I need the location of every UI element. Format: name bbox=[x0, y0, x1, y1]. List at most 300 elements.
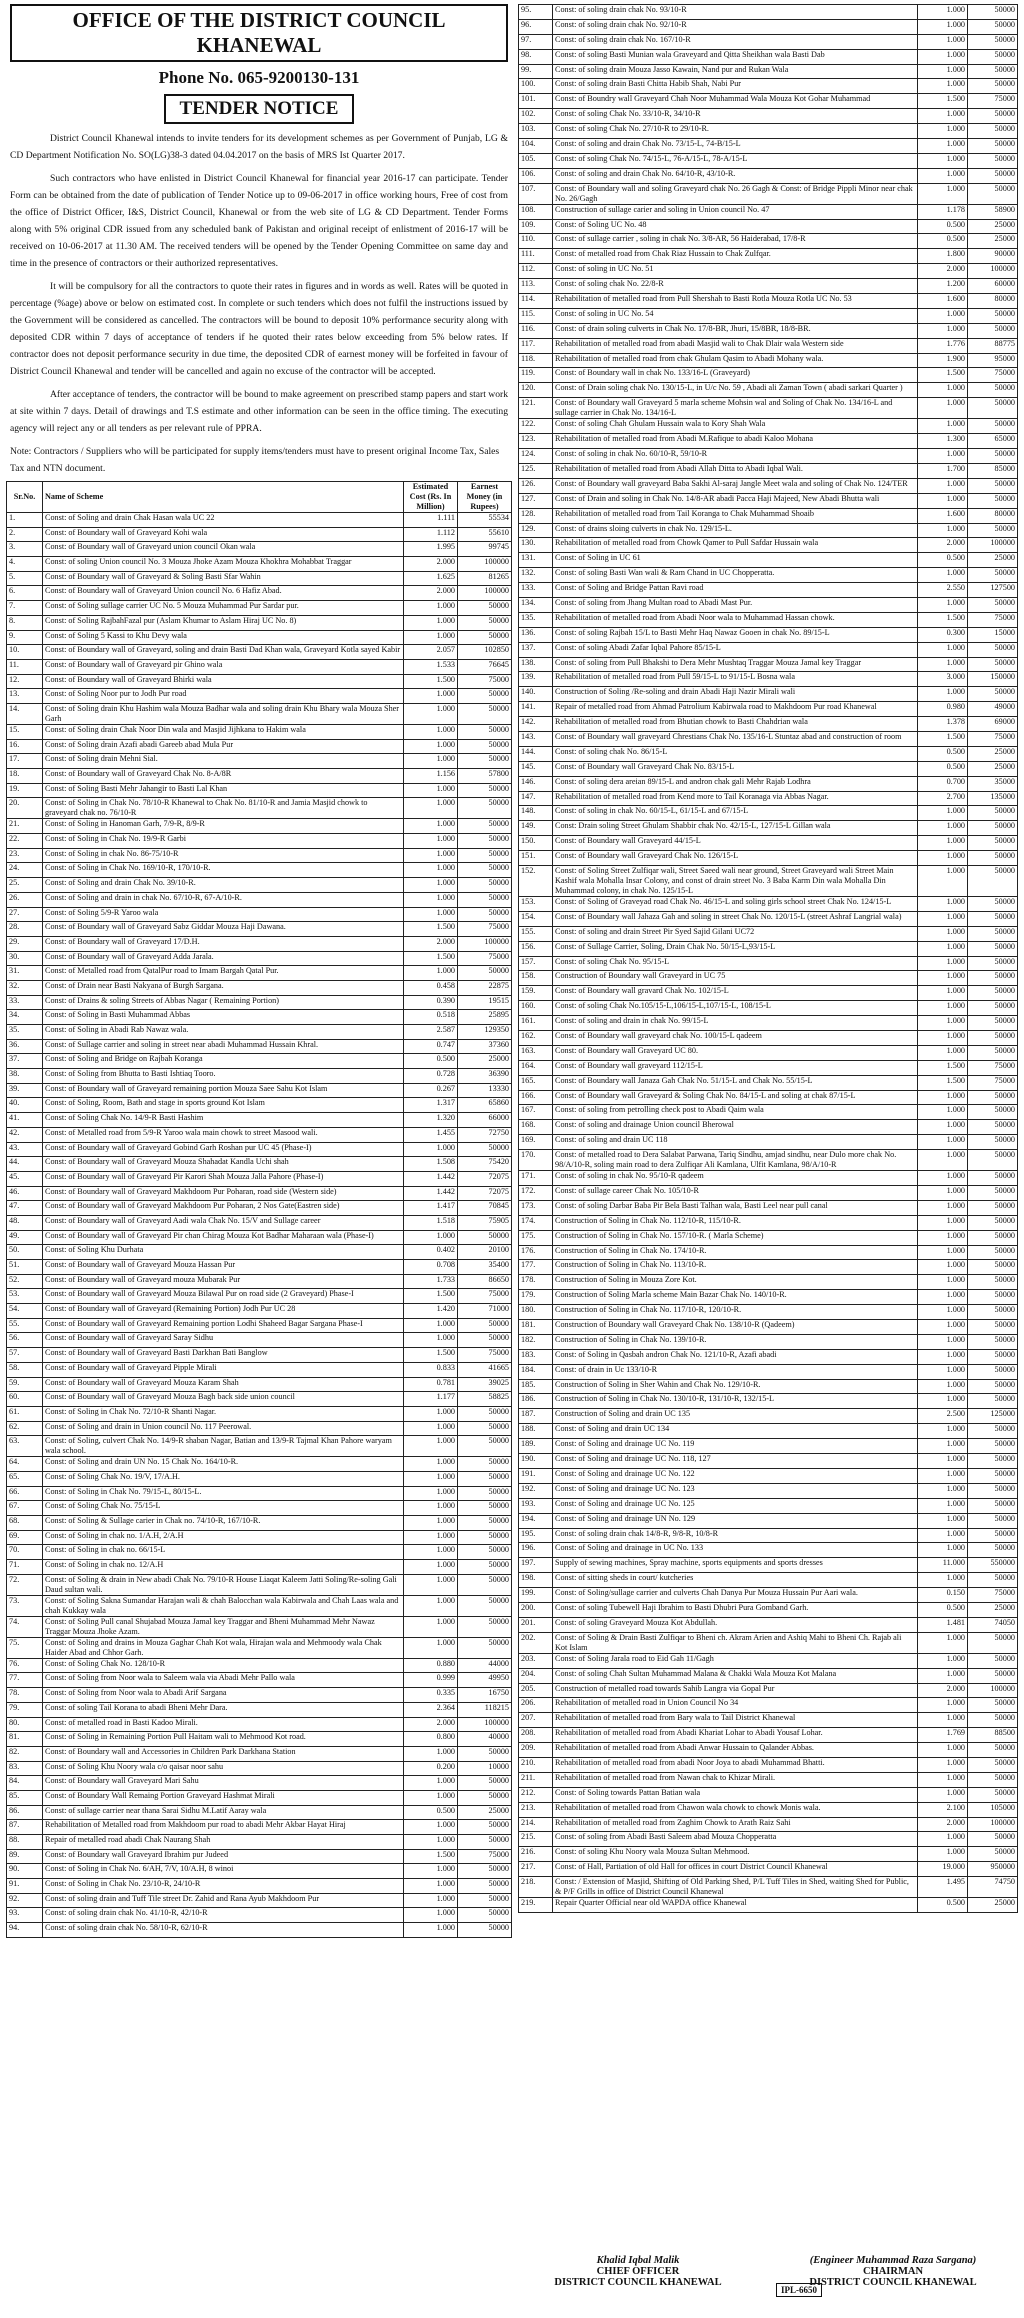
table-row bbox=[7, 1054, 512, 1069]
row-estimated-cost: 0.500 bbox=[918, 746, 968, 761]
row-earnest-money: 75000 bbox=[458, 674, 512, 689]
row-earnest-money: 95000 bbox=[968, 353, 1018, 368]
row-estimated-cost: 1.000 bbox=[918, 1698, 968, 1713]
row-sr-number: 142. bbox=[519, 717, 553, 732]
row-scheme-name: Const: of Soling and Bridge on Rajbah Koranga bbox=[43, 1054, 404, 1069]
row-estimated-cost: 1.442 bbox=[404, 1186, 458, 1201]
row-sr-number: 176. bbox=[519, 1245, 553, 1260]
row-earnest-money: 100000 bbox=[968, 1683, 1018, 1698]
row-sr-number: 20. bbox=[7, 798, 43, 819]
note-text: Note: Contractors / Suppliers who will be participated for supply items/tenders must have to present original Income Tax, Sales Tax and NTN document. bbox=[10, 446, 500, 474]
row-earnest-money: 69000 bbox=[968, 717, 1018, 732]
row-estimated-cost: 2.000 bbox=[918, 538, 968, 553]
row-earnest-money: 25000 bbox=[968, 553, 1018, 568]
row-sr-number: 76. bbox=[7, 1658, 43, 1673]
row-sr-number: 93. bbox=[7, 1908, 43, 1923]
row-estimated-cost: 0.500 bbox=[918, 219, 968, 234]
row-earnest-money: 50000 bbox=[968, 5, 1018, 20]
row-earnest-money: 50000 bbox=[968, 1120, 1018, 1135]
row-scheme-name: Const: of soling drain chak No. 92/10-R bbox=[553, 19, 918, 34]
row-scheme-name: Rehabilitation of metalled road from Abadi Allah Ditta to Abadi Iqbal Wali. bbox=[553, 463, 918, 478]
row-sr-number: 42. bbox=[7, 1127, 43, 1142]
row-sr-number: 39. bbox=[7, 1083, 43, 1098]
row-earnest-money: 50000 bbox=[458, 834, 512, 849]
table-row bbox=[519, 1483, 1018, 1498]
row-scheme-name: Const: of Boundary wall of Graveyard Makhdoom Pur Poharan, road side (Western side) bbox=[43, 1186, 404, 1201]
row-scheme-name: Const: of soling Khu Noory wala Mouza Sultan Mehmood. bbox=[553, 1847, 918, 1862]
table-row bbox=[519, 478, 1018, 493]
row-scheme-name: Const: of Soling & Sullage carier in Chak no. 74/10-R, 167/10-R. bbox=[43, 1516, 404, 1531]
table-row bbox=[519, 508, 1018, 523]
row-scheme-name: Const: of Boundary wall and soling Graveyard chak No. 26 Gagh & Const: of Bridge Pippli Minor near chak No. 26/Gagh bbox=[553, 183, 918, 204]
row-sr-number: 159. bbox=[519, 986, 553, 1001]
row-earnest-money: 50000 bbox=[968, 1334, 1018, 1349]
row-earnest-money: 50000 bbox=[968, 323, 1018, 338]
row-scheme-name: Construction of Soling and drain UC 135 bbox=[553, 1409, 918, 1424]
table-row bbox=[7, 1421, 512, 1436]
row-sr-number: 127. bbox=[519, 493, 553, 508]
row-scheme-name: Construction of Soling Marla scheme Main Bazar Chak No. 140/10-R. bbox=[553, 1290, 918, 1305]
row-earnest-money: 102850 bbox=[458, 645, 512, 660]
table-row bbox=[519, 1468, 1018, 1483]
row-estimated-cost: 1.442 bbox=[404, 1171, 458, 1186]
row-estimated-cost: 1.000 bbox=[404, 1879, 458, 1894]
row-estimated-cost: 1.000 bbox=[918, 1394, 968, 1409]
row-sr-number: 154. bbox=[519, 911, 553, 926]
chief-officer-org: DISTRICT COUNCIL KHANEWAL bbox=[554, 2277, 722, 2288]
row-estimated-cost: 1.000 bbox=[404, 1574, 458, 1595]
table-row bbox=[519, 538, 1018, 553]
row-earnest-money: 50000 bbox=[968, 836, 1018, 851]
header-cost: Estimated Cost (Rs. In Million) bbox=[404, 482, 458, 513]
row-sr-number: 57. bbox=[7, 1348, 43, 1363]
row-estimated-cost: 2.000 bbox=[404, 586, 458, 601]
row-earnest-money: 75000 bbox=[968, 1075, 1018, 1090]
row-sr-number: 160. bbox=[519, 1001, 553, 1016]
row-estimated-cost: 2.000 bbox=[918, 1683, 968, 1698]
row-earnest-money: 50000 bbox=[968, 1031, 1018, 1046]
table-row bbox=[519, 836, 1018, 851]
row-earnest-money: 50000 bbox=[968, 568, 1018, 583]
table-row bbox=[519, 264, 1018, 279]
row-earnest-money: 50000 bbox=[968, 1772, 1018, 1787]
row-sr-number: 201. bbox=[519, 1617, 553, 1632]
table-row bbox=[7, 1560, 512, 1575]
row-earnest-money: 50000 bbox=[968, 1320, 1018, 1335]
row-earnest-money: 20100 bbox=[458, 1245, 512, 1260]
row-earnest-money: 50000 bbox=[458, 1864, 512, 1879]
row-sr-number: 102. bbox=[519, 109, 553, 124]
row-earnest-money: 50000 bbox=[968, 642, 1018, 657]
row-sr-number: 25. bbox=[7, 878, 43, 893]
row-estimated-cost: 1.000 bbox=[918, 1320, 968, 1335]
row-sr-number: 92. bbox=[7, 1893, 43, 1908]
table-row bbox=[519, 79, 1018, 94]
row-scheme-name: Const: of Soling and drain in chak No. 67/10-R, 67-A/10-R. bbox=[43, 892, 404, 907]
row-sr-number: 97. bbox=[519, 34, 553, 49]
table-row bbox=[7, 1658, 512, 1673]
row-scheme-name: Const: of Boundary wall of Graveyard Pir chan Chirag Mouza Kot Badhar Maharaan wala (Phase-I) bbox=[43, 1230, 404, 1245]
row-estimated-cost: 1.000 bbox=[918, 1016, 968, 1031]
table-row bbox=[7, 1098, 512, 1113]
row-earnest-money: 50000 bbox=[458, 892, 512, 907]
row-estimated-cost: 1.000 bbox=[918, 1668, 968, 1683]
row-scheme-name: Const: of Soling RajbahFazal pur (Aslam Khumar to Aslam Hiraj UC No. 8) bbox=[43, 615, 404, 630]
row-estimated-cost: 1.000 bbox=[918, 1543, 968, 1558]
table-row bbox=[519, 986, 1018, 1001]
row-scheme-name: Const: of soling Chak No. 74/15-L, 76-A/15-L, 78-A/15-L bbox=[553, 153, 918, 168]
row-estimated-cost: 0.500 bbox=[918, 234, 968, 249]
row-scheme-name: Const: of Soling in UC 61 bbox=[553, 553, 918, 568]
row-sr-number: 101. bbox=[519, 94, 553, 109]
row-scheme-name: Const: of Soling and drainage UC No. 125 bbox=[553, 1498, 918, 1513]
row-earnest-money: 16750 bbox=[458, 1688, 512, 1703]
table-row bbox=[519, 34, 1018, 49]
table-row bbox=[519, 746, 1018, 761]
row-sr-number: 46. bbox=[7, 1186, 43, 1201]
row-sr-number: 81. bbox=[7, 1732, 43, 1747]
table-row bbox=[7, 995, 512, 1010]
row-earnest-money: 50000 bbox=[968, 1105, 1018, 1120]
table-row bbox=[519, 64, 1018, 79]
row-scheme-name: Const: of soling Rajbah 15/L to Basti Mehr Haq Nawaz Gooen in chak No. 89/15-L bbox=[553, 627, 918, 642]
table-row bbox=[519, 1424, 1018, 1439]
row-estimated-cost: 1.769 bbox=[918, 1728, 968, 1743]
row-scheme-name: Const: of Soling and drainage UC No. 119 bbox=[553, 1439, 918, 1454]
table-row bbox=[7, 1113, 512, 1128]
row-scheme-name: Const: of Soling 5 Kassi to Khu Devy wala bbox=[43, 630, 404, 645]
row-sr-number: 10. bbox=[7, 645, 43, 660]
row-sr-number: 40. bbox=[7, 1098, 43, 1113]
row-scheme-name: Const: of soling chak No. 86/15-L bbox=[553, 746, 918, 761]
row-sr-number: 63. bbox=[7, 1436, 43, 1457]
row-estimated-cost: 1.000 bbox=[404, 1333, 458, 1348]
row-earnest-money: 50000 bbox=[458, 1501, 512, 1516]
table-row bbox=[519, 1617, 1018, 1632]
row-estimated-cost: 0.500 bbox=[918, 553, 968, 568]
row-sr-number: 94. bbox=[7, 1923, 43, 1938]
row-earnest-money: 88775 bbox=[968, 338, 1018, 353]
row-scheme-name: Const: of Soling/sullage carrier and culverts Chah Danya Pur Mouza Hussain Pur Aari wala. bbox=[553, 1588, 918, 1603]
row-sr-number: 123. bbox=[519, 434, 553, 449]
row-scheme-name: Const: of Metalled road from 5/9-R Yaroo wala main chowk to street Masood wali. bbox=[43, 1127, 404, 1142]
row-earnest-money: 127500 bbox=[968, 583, 1018, 598]
row-estimated-cost: 2.000 bbox=[918, 1817, 968, 1832]
table-row bbox=[7, 645, 512, 660]
row-sr-number: 98. bbox=[519, 49, 553, 64]
row-scheme-name: Rehabilitation of Metalled road from Makhdoom pur road to abadi Mehr Akbar Hayat Hiraj bbox=[43, 1820, 404, 1835]
row-estimated-cost: 1.178 bbox=[918, 204, 968, 219]
table-row bbox=[7, 1025, 512, 1040]
row-sr-number: 209. bbox=[519, 1743, 553, 1758]
row-estimated-cost: 1.000 bbox=[404, 848, 458, 863]
row-sr-number: 55. bbox=[7, 1318, 43, 1333]
row-sr-number: 45. bbox=[7, 1171, 43, 1186]
table-row bbox=[519, 941, 1018, 956]
row-sr-number: 133. bbox=[519, 583, 553, 598]
table-row bbox=[7, 703, 512, 724]
row-scheme-name: Const: of metalled road from Chak Riaz Hussain to Chak Zulfqar. bbox=[553, 249, 918, 264]
row-scheme-name: Repair Quarter Official near old WAPDA office Khanewal bbox=[553, 1898, 918, 1913]
row-sr-number: 5. bbox=[7, 571, 43, 586]
row-sr-number: 82. bbox=[7, 1746, 43, 1761]
row-earnest-money: 50000 bbox=[458, 1560, 512, 1575]
table-row bbox=[7, 1201, 512, 1216]
row-sr-number: 207. bbox=[519, 1713, 553, 1728]
row-earnest-money: 50000 bbox=[458, 1457, 512, 1472]
row-estimated-cost: 1.000 bbox=[404, 1637, 458, 1658]
row-estimated-cost: 1.000 bbox=[404, 630, 458, 645]
row-scheme-name: Const: Drain soling Street Ghulam Shabbir chak No. 42/15-L, 127/15-L Gillan wala bbox=[553, 821, 918, 836]
schemes-table-right bbox=[518, 4, 1018, 1913]
row-earnest-money: 50000 bbox=[458, 966, 512, 981]
table-row bbox=[7, 1637, 512, 1658]
row-sr-number: 181. bbox=[519, 1320, 553, 1335]
row-earnest-money: 25000 bbox=[968, 219, 1018, 234]
row-sr-number: 38. bbox=[7, 1069, 43, 1084]
row-estimated-cost: 1.000 bbox=[404, 1230, 458, 1245]
row-earnest-money: 100000 bbox=[458, 586, 512, 601]
paragraph-3: It will be compulsory for all the contractors to quote their rates in figures and in words as well. Rates will be quoted in percentage (%age) above or below on estimated cost. In complete or such tenders which does not fulfil the instructions issued by the Government will be considered as cancelled. The contractors will be bound to deposit 10% performance security along with deposited CDR within 7 days of acceptance of tenders if he quoted their rates below exceeding from 5% below rates. If contractor does not deposit performance security in due time, the deposited CDR of earnest money will be forfeited in favour of District Council Khanewal and tender will be cancelled and again no excuse of the contractor will be accepted. bbox=[10, 281, 508, 377]
row-earnest-money: 71000 bbox=[458, 1304, 512, 1319]
row-earnest-money: 950000 bbox=[968, 1862, 1018, 1877]
row-estimated-cost: 1.000 bbox=[918, 1424, 968, 1439]
row-earnest-money: 135000 bbox=[968, 791, 1018, 806]
row-scheme-name: Rehabilitation of metalled road from abadi Noor Joya to abadi Muhammad Bhatti. bbox=[553, 1757, 918, 1772]
row-earnest-money: 66000 bbox=[458, 1113, 512, 1128]
row-sr-number: 65. bbox=[7, 1471, 43, 1486]
row-estimated-cost: 1.000 bbox=[404, 601, 458, 616]
row-sr-number: 73. bbox=[7, 1595, 43, 1616]
row-earnest-money: 50000 bbox=[968, 1150, 1018, 1171]
row-earnest-money: 50000 bbox=[968, 449, 1018, 464]
row-sr-number: 149. bbox=[519, 821, 553, 836]
row-earnest-money: 50000 bbox=[968, 1787, 1018, 1802]
row-earnest-money: 37360 bbox=[458, 1039, 512, 1054]
row-earnest-money: 50000 bbox=[968, 168, 1018, 183]
row-estimated-cost: 1.000 bbox=[918, 124, 968, 139]
table-row bbox=[519, 1787, 1018, 1802]
row-scheme-name: Const: of Boundary wall of Graveyard Gobind Garh Roshan pur UC 45 (Phase-I) bbox=[43, 1142, 404, 1157]
row-sr-number: 135. bbox=[519, 612, 553, 627]
row-estimated-cost: 2.100 bbox=[918, 1802, 968, 1817]
table-row bbox=[519, 1439, 1018, 1454]
row-scheme-name: Const: of Soling Basti Mehr Jahangir to Basti Lal Khan bbox=[43, 783, 404, 798]
row-earnest-money: 50000 bbox=[458, 615, 512, 630]
table-row bbox=[519, 821, 1018, 836]
row-sr-number: 6. bbox=[7, 586, 43, 601]
row-earnest-money: 50000 bbox=[968, 1260, 1018, 1275]
row-sr-number: 48. bbox=[7, 1215, 43, 1230]
row-estimated-cost: 1.500 bbox=[404, 674, 458, 689]
header-name: Name of Scheme bbox=[43, 482, 404, 513]
row-estimated-cost: 1.000 bbox=[404, 1746, 458, 1761]
row-estimated-cost: 0.267 bbox=[404, 1083, 458, 1098]
table-row bbox=[519, 1186, 1018, 1201]
row-earnest-money: 50000 bbox=[968, 687, 1018, 702]
table-row bbox=[519, 1135, 1018, 1150]
row-earnest-money: 75000 bbox=[458, 1289, 512, 1304]
row-earnest-money: 50000 bbox=[968, 1757, 1018, 1772]
row-earnest-money: 60000 bbox=[968, 279, 1018, 294]
row-estimated-cost: 1.000 bbox=[404, 1142, 458, 1157]
table-row bbox=[519, 1290, 1018, 1305]
row-scheme-name: Const: of Soling in Chak No. 23/10-R, 24/10-R bbox=[43, 1879, 404, 1894]
row-estimated-cost: 1.000 bbox=[918, 851, 968, 866]
row-sr-number: 118. bbox=[519, 353, 553, 368]
table-row bbox=[519, 1060, 1018, 1075]
row-scheme-name: Const: of Soling and drainage in UC No. 133 bbox=[553, 1543, 918, 1558]
row-sr-number: 103. bbox=[519, 124, 553, 139]
row-estimated-cost: 1.995 bbox=[404, 542, 458, 557]
row-scheme-name: Const: of Boundary wall of Graveyard Mouza Bilawal Pur on road side (2 Graveyard) Phase-I bbox=[43, 1289, 404, 1304]
row-scheme-name: Const: of sullage career Chak No. 105/10-R bbox=[553, 1186, 918, 1201]
row-scheme-name: Const: of Boundary wall graveyard Baba Sakhi Al-saraj Jangle Meet wala and soling of Chak No. 124/TER bbox=[553, 478, 918, 493]
row-scheme-name: Const: of Boundary wall graveyard chak No. 100/15-L qadeem bbox=[553, 1031, 918, 1046]
row-scheme-name: Const: of Boundary wall in chak No. 133/16-L (Graveyard) bbox=[553, 368, 918, 383]
row-estimated-cost: 1.000 bbox=[918, 1275, 968, 1290]
row-scheme-name: Const: of Boundary wall of Graveyard Sabz Giddar Mouza Haji Dawana. bbox=[43, 922, 404, 937]
row-sr-number: 185. bbox=[519, 1379, 553, 1394]
row-earnest-money: 50000 bbox=[458, 1545, 512, 1560]
table-row bbox=[519, 1898, 1018, 1913]
row-earnest-money: 49950 bbox=[458, 1673, 512, 1688]
row-estimated-cost: 2.700 bbox=[918, 791, 968, 806]
row-estimated-cost: 1.000 bbox=[404, 1616, 458, 1637]
row-estimated-cost: 1.000 bbox=[918, 139, 968, 154]
row-earnest-money: 50000 bbox=[968, 1275, 1018, 1290]
row-scheme-name: Const: of Soling in chak no. 1/A.H, 2/A.H bbox=[43, 1530, 404, 1545]
row-sr-number: 112. bbox=[519, 264, 553, 279]
row-scheme-name: Const: of Boundary wall of Graveyard Saray Sidhu bbox=[43, 1333, 404, 1348]
table-row bbox=[7, 1545, 512, 1560]
row-scheme-name: Const: of metalled road to Dera Salabat Parwana, Tariq Sindhu, amjad sindhu, near Dulo more chak No. 98/A/10-R, soling main road to dera Zulfiqar Ali Kamlana, Ulfit Kamlana, 98/A/10-R bbox=[553, 1150, 918, 1171]
row-sr-number: 146. bbox=[519, 776, 553, 791]
row-earnest-money: 50000 bbox=[968, 1632, 1018, 1653]
row-estimated-cost: 1.000 bbox=[404, 1545, 458, 1560]
row-sr-number: 43. bbox=[7, 1142, 43, 1157]
row-estimated-cost: 1.000 bbox=[918, 49, 968, 64]
row-scheme-name: Const: of Soling drain Khu Hashim wala Mouza Badhar wala and soling drain Khu Bhary wala Mouza Sher Garh bbox=[43, 703, 404, 724]
row-scheme-name: Const: of Boundary wall of Graveyard Mouza Shahadat Kandla Uchi shah bbox=[43, 1157, 404, 1172]
row-scheme-name: Const: of soling chak No. 22/8-R bbox=[553, 279, 918, 294]
row-earnest-money: 50000 bbox=[458, 1486, 512, 1501]
row-earnest-money: 50000 bbox=[968, 19, 1018, 34]
table-row bbox=[7, 907, 512, 922]
table-row bbox=[7, 1406, 512, 1421]
table-row bbox=[519, 1558, 1018, 1573]
table-row bbox=[519, 956, 1018, 971]
table-row bbox=[519, 1016, 1018, 1031]
row-scheme-name: Construction of Soling in Sher Wahin and Chak No. 129/10-R. bbox=[553, 1379, 918, 1394]
row-earnest-money: 75000 bbox=[968, 731, 1018, 746]
row-sr-number: 138. bbox=[519, 657, 553, 672]
row-estimated-cost: 1.000 bbox=[918, 836, 968, 851]
row-sr-number: 167. bbox=[519, 1105, 553, 1120]
row-estimated-cost: 1.000 bbox=[918, 109, 968, 124]
row-estimated-cost: 1.000 bbox=[404, 1864, 458, 1879]
table-row bbox=[519, 153, 1018, 168]
table-row bbox=[7, 1083, 512, 1098]
row-scheme-name: Const: of soling in UC No. 54 bbox=[553, 308, 918, 323]
table-row bbox=[519, 1349, 1018, 1364]
row-scheme-name: Const: of Boundary wall Jahaza Gah and soling in street Chak No. 120/15-L (street Ashraf Langrial wala) bbox=[553, 911, 918, 926]
row-estimated-cost: 1.600 bbox=[918, 294, 968, 309]
table-row bbox=[7, 1501, 512, 1516]
table-row bbox=[7, 1835, 512, 1850]
row-scheme-name: Const: of soling and drain in chak No. 99/15-L bbox=[553, 1016, 918, 1031]
row-earnest-money: 50000 bbox=[458, 754, 512, 769]
row-sr-number: 83. bbox=[7, 1761, 43, 1776]
row-sr-number: 187. bbox=[519, 1409, 553, 1424]
table-row bbox=[519, 1260, 1018, 1275]
row-sr-number: 33. bbox=[7, 995, 43, 1010]
row-earnest-money: 129350 bbox=[458, 1025, 512, 1040]
table-row bbox=[519, 183, 1018, 204]
row-sr-number: 126. bbox=[519, 478, 553, 493]
row-sr-number: 26. bbox=[7, 892, 43, 907]
chairman-title: CHAIRMAN bbox=[862, 2266, 924, 2277]
row-estimated-cost: 1.000 bbox=[404, 1908, 458, 1923]
table-row bbox=[519, 1802, 1018, 1817]
row-estimated-cost: 1.000 bbox=[918, 1120, 968, 1135]
row-sr-number: 16. bbox=[7, 739, 43, 754]
row-earnest-money: 50000 bbox=[968, 1305, 1018, 1320]
row-sr-number: 165. bbox=[519, 1075, 553, 1090]
row-sr-number: 143. bbox=[519, 731, 553, 746]
row-sr-number: 125. bbox=[519, 463, 553, 478]
row-earnest-money: 50000 bbox=[968, 183, 1018, 204]
row-earnest-money: 50000 bbox=[968, 1424, 1018, 1439]
row-estimated-cost: 1.000 bbox=[404, 907, 458, 922]
row-estimated-cost: 1.000 bbox=[918, 19, 968, 34]
row-sr-number: 162. bbox=[519, 1031, 553, 1046]
row-estimated-cost: 1.000 bbox=[918, 911, 968, 926]
row-estimated-cost: 1.000 bbox=[404, 703, 458, 724]
table-row bbox=[7, 1805, 512, 1820]
row-sr-number: 66. bbox=[7, 1486, 43, 1501]
table-row bbox=[519, 139, 1018, 154]
table-row bbox=[7, 1471, 512, 1486]
table-row bbox=[519, 1320, 1018, 1335]
table-row bbox=[7, 783, 512, 798]
row-sr-number: 177. bbox=[519, 1260, 553, 1275]
row-earnest-money: 70845 bbox=[458, 1201, 512, 1216]
table-row bbox=[7, 586, 512, 601]
row-scheme-name: Const: of Soling in Chak No. 72/10-R Shanti Nagar. bbox=[43, 1406, 404, 1421]
table-row bbox=[7, 1010, 512, 1025]
table-row bbox=[7, 863, 512, 878]
row-earnest-money: 65000 bbox=[968, 434, 1018, 449]
row-estimated-cost: 0.980 bbox=[918, 702, 968, 717]
row-scheme-name: Rehabilitation of metalled road from Bhutian chowk to Basti Chahdrian wala bbox=[553, 717, 918, 732]
table-row bbox=[7, 1436, 512, 1457]
row-estimated-cost: 1.000 bbox=[404, 1318, 458, 1333]
row-sr-number: 151. bbox=[519, 851, 553, 866]
row-estimated-cost: 1.495 bbox=[918, 1877, 968, 1898]
row-scheme-name: Const: of Soling in Chak No. 79/15-L, 80/15-L. bbox=[43, 1486, 404, 1501]
row-estimated-cost: 1.733 bbox=[404, 1274, 458, 1289]
table-row bbox=[7, 659, 512, 674]
row-sr-number: 37. bbox=[7, 1054, 43, 1069]
row-estimated-cost: 1.500 bbox=[918, 368, 968, 383]
row-scheme-name: Const: of Soling in Remaining Portion Pull Haitam wali to Mehmood Kot road. bbox=[43, 1732, 404, 1747]
row-sr-number: 134. bbox=[519, 597, 553, 612]
row-scheme-name: Const: of Soling in chak no. 12/A.H bbox=[43, 1560, 404, 1575]
row-earnest-money: 105000 bbox=[968, 1802, 1018, 1817]
row-scheme-name: Const: of Soling of Graveyad road Chak No. 46/15-L and soling girls school street Chak No. 124/15-L bbox=[553, 896, 918, 911]
row-sr-number: 30. bbox=[7, 951, 43, 966]
